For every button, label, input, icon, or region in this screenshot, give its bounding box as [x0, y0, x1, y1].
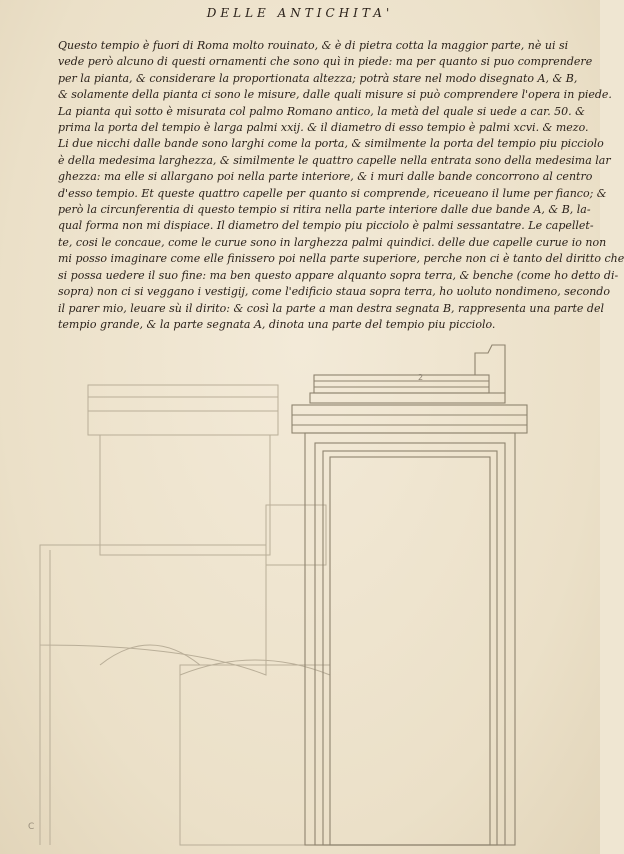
left-entablature [88, 385, 278, 435]
page-signature: C [28, 822, 35, 832]
running-head: DELLE ANTICHITA' [206, 6, 394, 20]
text-line: ghezza: ma elle si allargano poi nella parte interiore, & i muri dalle bande concorrono al centro [58, 170, 593, 184]
text-line: La pianta quì sotto è misurata col palmo Romano antico, la metà del quale si uede a car. 50. & [58, 104, 585, 118]
text-line: tempio grande, & la parte segnata A, dinota una parte del tempio piu picciolo. [58, 317, 496, 331]
text-line: si possa uedere il suo fine: ma ben questo appare alquanto sopra terra, & benche (come ho detto di- [58, 268, 619, 282]
text-line: prima la porta del tempio è larga palmi xxij. & il diametro di esso tempio è palmi xcvi. & mezo. [58, 121, 589, 135]
text-line: è della medesima larghezza, & similmente le quattro capelle nella entrata sono della medesima lar [58, 153, 611, 167]
text-line: Questo tempio è fuori di Roma molto rouinato, & è di pietra cotta la maggior parte, nè ui si [58, 39, 569, 52]
text-line: sopra) non ci si veggano i vestigij, come l'edificio staua sopra terra, ho uoluto nondimeno, secondo [58, 285, 610, 299]
cornice-profile [475, 345, 505, 393]
figure-number: 2 [418, 373, 424, 382]
left-arch-section [40, 545, 266, 675]
left-capital [266, 505, 326, 565]
left-lower-niche [180, 665, 330, 845]
text-line: vede però alcuno di questi ornamenti che sono quì in piede: ma per quanto si puo comprendere [58, 55, 593, 69]
text-line: per la pianta, & considerare la proportionata altezza; potrà stare nel modo disegnato A, & B, [58, 71, 578, 85]
text-line: d'esso tempio. Et queste quattro capelle per quanto si comprende, riceueano il lume per fianco; & [58, 186, 607, 200]
text-line: il parer mio, leuare sù il dirito: & così la parte a man destra segnata B, rappresenta una parte del [58, 301, 604, 315]
door-frame-middle [315, 443, 505, 845]
plate-drawing [30, 345, 570, 845]
text-line: te, cosi le concaue, come le curue sono in larghezza palmi quindici. delle due capelle curue io non [58, 235, 607, 249]
door-opening [330, 457, 490, 845]
text-line: qual forma non mi dispiace. Il diametro del tempio piu picciolo è palmi sessantatre. Le capellet- [58, 219, 594, 233]
cornice-band [314, 375, 489, 393]
architectural-plate [30, 345, 570, 845]
door-frame-outer [305, 433, 515, 845]
door-frame-inner [323, 451, 497, 845]
text-line: però la circunferentia di questo tempio si ritira nella parte interiore dalle due bande A, & B, la- [58, 203, 591, 217]
text-line: & solamente della pianta ci sono le misure, dalle quali misure si può comprendere l'opera in piede. [58, 88, 612, 102]
text-line: mi posso imaginare come elle finissero poi nella parte superiore, perche non ci è tanto del diritto che [58, 252, 624, 266]
left-upper-block [100, 435, 270, 555]
lintel [292, 405, 527, 433]
body-text [58, 38, 624, 333]
text-line: Li due nicchi dalle bande sono larghi come la porta, & similmente la porta del tempio piu picciolo [58, 137, 604, 151]
